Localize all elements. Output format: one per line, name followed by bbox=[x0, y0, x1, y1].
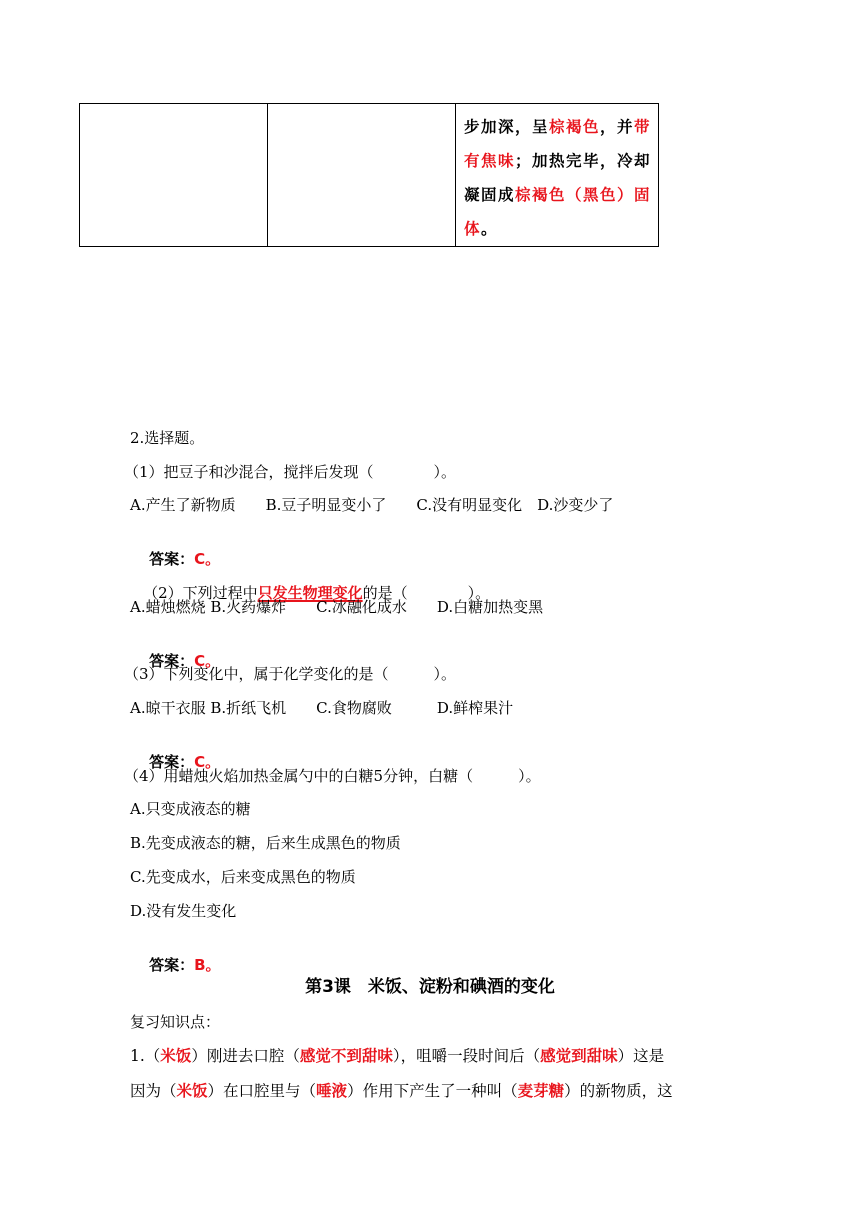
question-4-option-b: B.先变成液态的糖，后来生成黑色的物质 bbox=[130, 834, 401, 852]
answer-value: C bbox=[194, 550, 206, 568]
highlight-text: 棕褐色（黑色）固体 bbox=[464, 186, 652, 238]
body-text: 因为（ bbox=[130, 1082, 177, 1100]
knowledge-point-1-line-2 bbox=[130, 1081, 730, 1101]
highlight-text: 米饭 bbox=[176, 1082, 208, 1100]
question-3-stem: （3）下列变化中，属于化学变化的是（ ）。 bbox=[124, 665, 457, 683]
question-3-options: A.晾干衣服 B.折纸飞机 C.食物腐败 D.鲜榨果汁 bbox=[130, 699, 514, 717]
highlight-text: 米饭 bbox=[160, 1047, 192, 1065]
body-text: 。 bbox=[481, 220, 499, 238]
body-text: ，并 bbox=[600, 118, 635, 136]
question-4-option-c: C.先变成水，后来变成黑色的物质 bbox=[130, 868, 356, 886]
stem-prefix: （2）下列过程中 bbox=[143, 584, 258, 602]
answer-end: 。 bbox=[205, 652, 221, 670]
answer-label: 答案： bbox=[149, 550, 195, 568]
table-row bbox=[80, 104, 659, 247]
body-text: ）在口腔里与（ bbox=[207, 1082, 317, 1100]
question-4-option-d: D.没有发生变化 bbox=[130, 902, 237, 920]
answer-end: 。 bbox=[205, 550, 221, 568]
answer-value: B bbox=[194, 956, 206, 974]
continued-table bbox=[79, 103, 659, 247]
question-4-stem: （4）用蜡烛火焰加热金属勺中的白糖5分钟，白糖（ ）。 bbox=[124, 767, 541, 785]
body-text: 步加深，呈 bbox=[464, 118, 550, 136]
question-4-option-a: A.只变成液态的糖 bbox=[130, 800, 251, 818]
stem-highlight: 只发生物理变化 bbox=[257, 584, 363, 602]
body-text: ；加热完毕，冷却凝固成 bbox=[464, 152, 652, 204]
highlight-text: 唾液 bbox=[316, 1082, 348, 1100]
answer-value: C bbox=[194, 753, 206, 771]
answer-label: 答案： bbox=[149, 956, 195, 974]
answer-end: 。 bbox=[205, 956, 221, 974]
review-label: 复习知识点： bbox=[130, 1013, 221, 1031]
body-text: ）作用下产生了一种叫（ bbox=[347, 1082, 518, 1100]
answer-end: 。 bbox=[205, 753, 221, 771]
question-2-options: A.蜡烛燃烧 B.火药爆炸 C.冰融化成水 D.白糖加热变黑 bbox=[130, 598, 544, 616]
body-text: ）这是 bbox=[617, 1047, 665, 1065]
highlight-text: 带有焦味 bbox=[464, 118, 652, 170]
table-cell-empty-2 bbox=[268, 104, 456, 247]
knowledge-point-1-line-1 bbox=[130, 1046, 730, 1066]
body-text: 1.（ bbox=[130, 1047, 161, 1065]
body-text: ），咀嚼一段时间后（ bbox=[392, 1047, 541, 1065]
table-cell-empty-1 bbox=[80, 104, 268, 247]
lesson-title: 第3课 米饭、淀粉和碘酒的变化 bbox=[305, 977, 555, 997]
answer-label: 答案： bbox=[149, 753, 195, 771]
highlight-text: 棕褐色 bbox=[549, 118, 601, 136]
highlight-text: 感觉不到甜味 bbox=[299, 1047, 393, 1065]
section-title: 2.选择题。 bbox=[130, 429, 205, 447]
highlight-text: 感觉到甜味 bbox=[540, 1047, 618, 1065]
question-1-stem: （1）把豆子和沙混合，搅拌后发现（ ）。 bbox=[124, 463, 457, 481]
highlight-text: 麦芽糖 bbox=[517, 1082, 565, 1100]
table-cell-phenomenon bbox=[456, 104, 659, 247]
body-text: ）刚进去口腔（ bbox=[191, 1047, 300, 1065]
body-text: ）的新物质，这 bbox=[564, 1082, 673, 1100]
answer-label: 答案： bbox=[149, 652, 195, 670]
question-1-options: A.产生了新物质 B.豆子明显变小了 C.没有明显变化 D.沙变少了 bbox=[130, 496, 614, 514]
answer-value: C bbox=[194, 652, 206, 670]
stem-suffix: 的是（ ）。 bbox=[362, 584, 491, 602]
